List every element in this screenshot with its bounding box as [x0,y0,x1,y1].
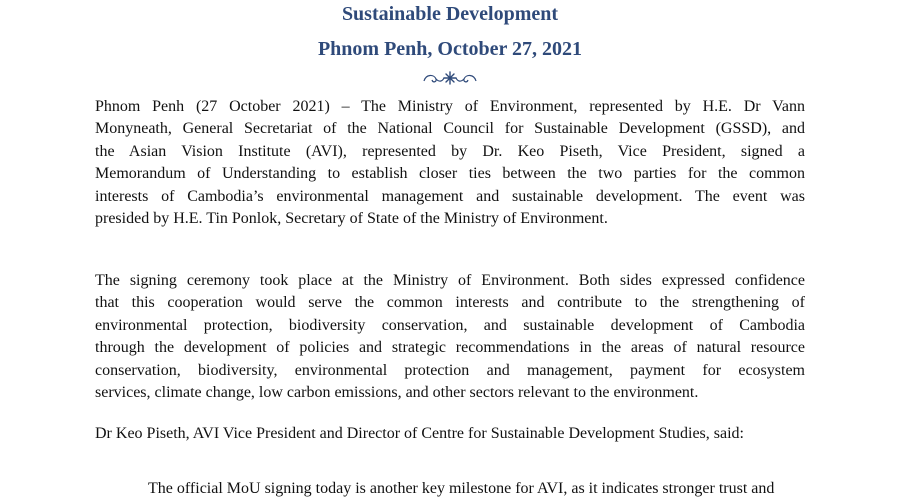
paragraph-ceremony [95,270,805,404]
paragraph-line: Monyneath, General Secretariat of the National Council for Sustainable Development (GSSD), and [95,120,805,138]
decorative-divider-icon [0,69,900,87]
paragraph-line: Dr Keo Piseth, AVI Vice President and Director of Centre for Sustainable Development Studies, said: [95,425,744,442]
paragraph-line: conservation, biodiversity, environmental protection and management, payment for ecosystem [95,361,805,379]
place-date-heading: Phnom Penh, October 27, 2021 [317,38,583,60]
paragraph-line: presided by H.E. Tin Ponlok, Secretary of State of the Ministry of Environment. [95,210,608,228]
paragraph-line: Memorandum of Understanding to establish closer ties between the two parties for the common [95,165,805,183]
paragraph-line: services, climate change, low carbon emissions, and other sectors relevant to the environment. [95,384,699,402]
paragraph-line: Phnom Penh (27 October 2021) – The Ministry of Environment, represented by H.E. Dr Vann [95,98,805,115]
paragraph-line: through the development of policies and strategic recommendations in the areas of natural resource [95,339,805,357]
document-title: Sustainable Development [341,3,559,25]
paragraph-line: environmental protection, biodiversity conservation, and sustainable development of Cambodia [95,316,805,334]
flourish-icon [420,70,480,86]
paragraph-quote-intro [95,423,805,445]
paragraph-line: interests of Cambodia’s environmental management and sustainable development. The event was [95,187,805,205]
paragraph-line: the Asian Vision Institute (AVI), represented by Dr. Keo Piseth, Vice President, signed a [95,142,805,160]
paragraph-line: The signing ceremony took place at the Ministry of Environment. Both sides expressed confidence [95,272,805,289]
quote-block: The official MoU signing today is another key milestone for AVI, as it indicates stronger trust and [148,480,775,497]
paragraph-intro [95,96,805,230]
paragraph-line: that this cooperation would serve the common interests and contribute to the strengthening of [95,294,805,312]
